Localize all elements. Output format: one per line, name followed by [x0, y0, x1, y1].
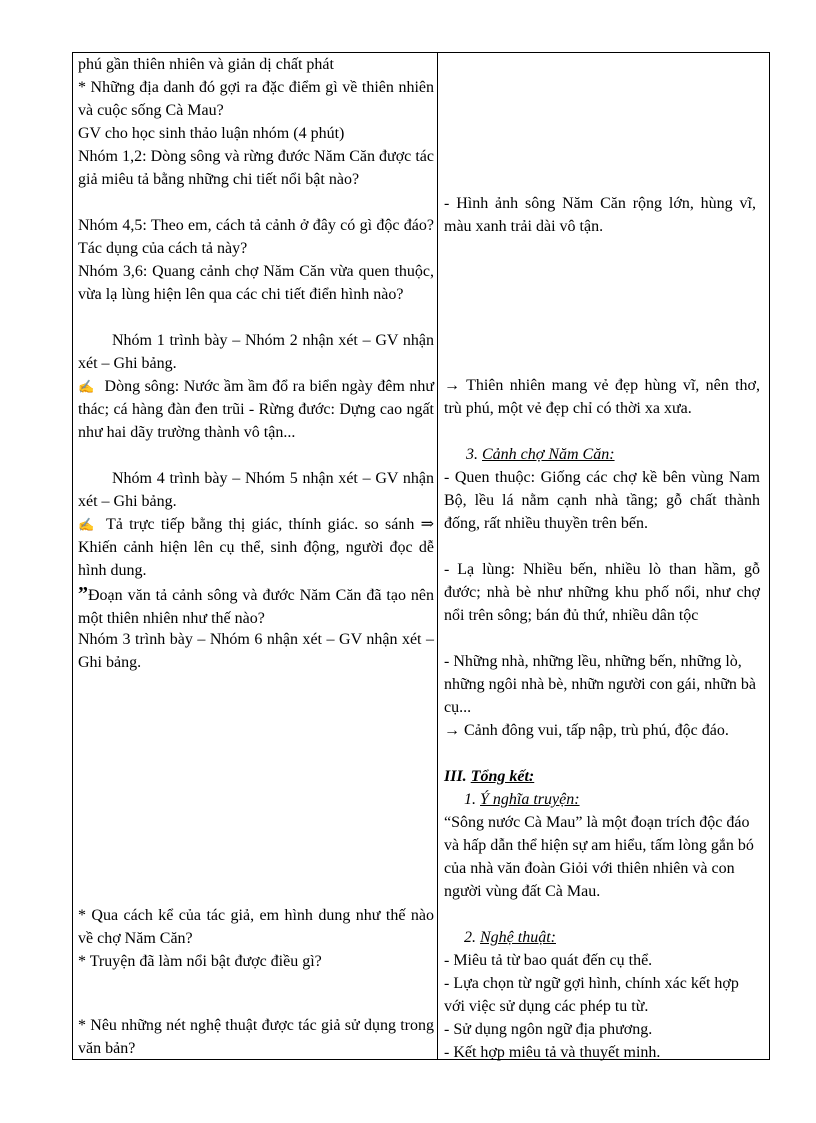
enumeration: - Những nhà, những lều, những bến, những lò, những ngôi nhà bè, nhữn người con gái, nhữn bà cụ...	[444, 653, 756, 716]
answer-description-text-a: Tả trực tiếp bằng thị giác, thính giác. so sánh	[100, 516, 421, 533]
nature-conclusion-text: Thiên nhiên mang vẻ đẹp hùng vĩ, nên thơ, trù phú, một vẻ đẹp chỉ có thời xa xưa.	[444, 377, 760, 417]
task-group-1-2: Nhóm 1,2: Dòng sông và rừng đước Năm Căn được tác giả miêu tả bằng những chi tiết nổi bật nào?	[78, 148, 434, 188]
art-item-3: - Sử dụng ngôn ngữ địa phương.	[444, 1021, 653, 1038]
market-conclusion	[444, 720, 760, 743]
meaning-text: “Sông nước Cà Mau” là một đoạn trích độc đáo và hấp dẫn thể hiện sự am hiểu, tấm lòng gắn bó của nhà văn đoàn Giỏi với thiên nhiên và con người vùng đất Cà Mau.	[444, 814, 754, 900]
question-nature-text: Đoạn văn tả cảnh sông và đước Năm Căn đã tạo nên một thiên nhiên như thế nào?	[78, 587, 434, 627]
left-line-1: phú gần thiên nhiên và giản dị chất phát	[78, 56, 334, 73]
heading-meaning-title: Ý nghĩa truyện:	[480, 791, 580, 808]
writing-hand-icon: ✍	[78, 379, 95, 394]
strange-features: - Lạ lùng: Nhiều bến, nhiều lò than hầm, gỗ đước; nhà bè như những khu phố nổi, như chợ nổi trên sông; bán đủ thứ, nhiều dân tộc	[444, 561, 760, 624]
answer-river-forest	[78, 376, 434, 445]
quote-mark-icon: ”	[78, 583, 88, 605]
right-arrow-icon: →	[444, 377, 460, 394]
group-1-presents: Nhóm 1 trình bày – Nhóm 2 nhận xét – GV nhận xét – Ghi bảng.	[78, 332, 434, 372]
question-nature	[78, 583, 434, 631]
question-place-names: * Những địa danh đó gợi ra đặc điểm gì về thiên nhiên và cuộc sống Cà Mau?	[78, 79, 434, 119]
heading-art-title: Nghệ thuật:	[480, 929, 556, 946]
question-art: * Nêu những nét nghệ thuật được tác giả sử dụng trong văn bản?	[78, 1017, 434, 1057]
group-3-presents: Nhóm 3 trình bày – Nhóm 6 nhận xét – GV nhận xét – Ghi bảng.	[78, 631, 434, 671]
market-conclusion-text: Cảnh đông vui, tấp nập, trù phú, độc đáo.	[460, 722, 729, 739]
question-market: * Qua cách kể của tác giả, em hình dung như thế nào về chợ Năm Căn?	[78, 907, 434, 947]
art-item-1: - Miêu tả từ bao quát đến cụ thể.	[444, 952, 653, 969]
heading-summary-title: Tổng kết:	[470, 768, 535, 785]
writing-hand-icon: ✍	[78, 517, 95, 532]
heading-meaning-number: 1.	[464, 791, 480, 808]
lesson-table	[72, 52, 770, 1060]
heading-meaning	[444, 789, 780, 812]
heading-market	[444, 444, 782, 467]
answer-description-method	[78, 514, 434, 583]
heading-summary-number: III.	[444, 768, 471, 785]
answer-description-text-b: Khiến cảnh hiện lên cụ thể, sinh động, người đọc dễ hình dung.	[78, 538, 434, 579]
heading-art-number: 2.	[464, 929, 480, 946]
nature-conclusion	[444, 375, 760, 421]
river-image: - Hình ảnh sông Năm Căn rộng lớn, hùng vĩ, màu xanh trải dài vô tận.	[444, 195, 756, 235]
familiar-features: - Quen thuộc: Giống các chợ kề bên vùng Nam Bộ, lều lá nằm cạnh nhà tầng; gỗ chất thành đống, rất nhiều thuyền trên bến.	[444, 469, 760, 532]
answer-river-forest-text: Dòng sông: Nước ầm ầm đổ ra biển ngày đêm như thác; cá hàng đàn đen trũi - Rừng đước: Dựng cao ngất như hai dãy trường thành vô tận...	[78, 378, 434, 441]
group-discussion: GV cho học sinh thảo luận nhóm (4 phút)	[78, 125, 345, 142]
task-group-3-6: Nhóm 3,6: Quang cảnh chợ Năm Căn vừa quen thuộc, vừa lạ lùng hiện lên qua các chi tiết điển hình nào?	[78, 263, 434, 303]
right-arrow-icon: →	[444, 722, 460, 739]
heading-market-number: 3.	[466, 446, 482, 463]
art-item-4: - Kết hợp miêu tả và thuyết minh.	[444, 1044, 661, 1061]
art-item-2: - Lựa chọn từ ngữ gợi hình, chính xác kết hợp với việc sử dụng các phép tu từ.	[444, 975, 739, 1015]
task-group-4-5: Nhóm 4,5: Theo em, cách tả cảnh ở đây có gì độc đáo? Tác dụng của cách tả này?	[78, 217, 434, 257]
implies-arrow-icon: ⇒	[420, 516, 434, 533]
heading-art	[444, 927, 780, 950]
group-4-presents: Nhóm 4 trình bày – Nhóm 5 nhận xét – GV nhận xét – Ghi bảng.	[78, 470, 434, 510]
heading-summary	[444, 766, 760, 789]
heading-market-title: Cảnh chợ Năm Căn:	[482, 446, 615, 463]
question-story-highlight: * Truyện đã làm nổi bật được điều gì?	[78, 953, 322, 970]
column-divider	[437, 53, 438, 1059]
